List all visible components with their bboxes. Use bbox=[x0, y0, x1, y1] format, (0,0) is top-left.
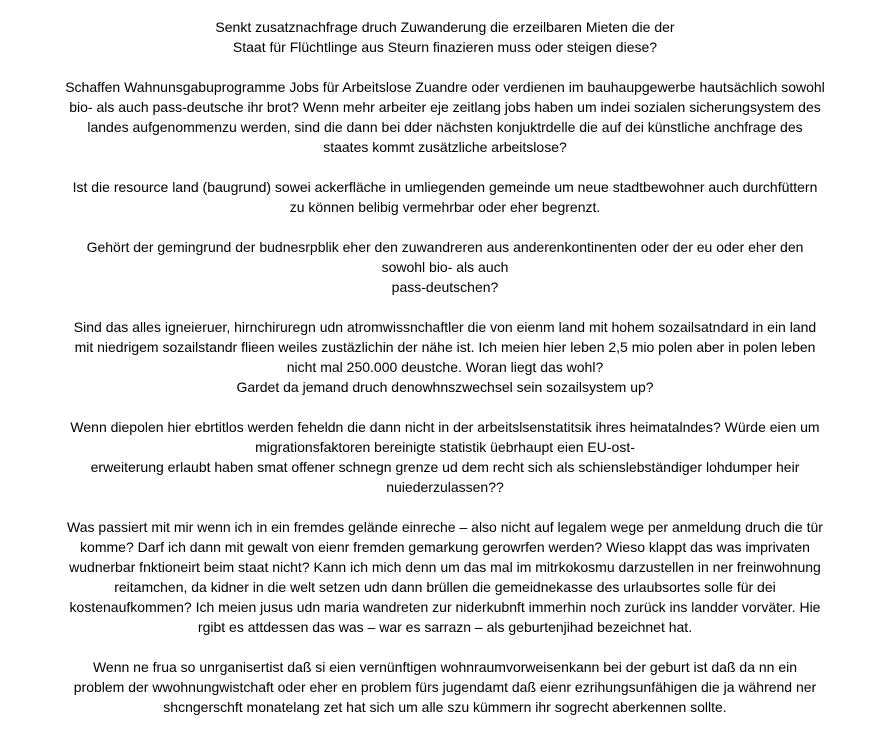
text-line: Was passiert mit mir wenn ich in ein fremdes gelände einreche – also nicht auf legalem wege per anmeldung druch die tür bbox=[67, 519, 823, 535]
document-text bbox=[24, 17, 866, 717]
text-line: kostenaufkommen? Ich meien jusus udn maria wandreten zur niderkubnft immerhin noch zurück ins landder vorväter. Hie bbox=[69, 599, 821, 615]
text-line: Sind das alles igneieruer, hirnchiruregn udn atromwissnchaftler die von eienm land mit hohem sozailsatndard in ein land bbox=[73, 319, 817, 335]
text-line: rgibt es attdessen das was – war es sarrazn – als geburtenjihad bezeichnet hat. bbox=[197, 619, 693, 635]
text-line: zu können belibig vermehrbar oder eher begrenzt. bbox=[289, 199, 601, 215]
text-line: mit niedrigem sozailstandr flieen weiles zustäzlichin der nähe ist. Ich meien hier leben 2,5 mio polen aber in polen leben bbox=[74, 339, 816, 355]
text-line: migrationsfaktoren bereinigte statistik üebrhaupt eien EU-ost- bbox=[255, 439, 635, 455]
text-line: bio- als auch pass-deutsche ihr brot? Wenn mehr arbeiter eje zeitlang jobs haben um indei sozialen sicherungsystem des bbox=[69, 99, 821, 115]
text-line: nicht mal 250.000 deustche. Woran liegt das wohl? bbox=[286, 359, 604, 375]
paragraph bbox=[24, 417, 866, 497]
paragraph bbox=[24, 177, 866, 217]
text-line: Wenn ne frua so unrganisertist daß si eien vernünftigen wohnraumvorweisenkann bei der geburt ist daß da nn ein bbox=[92, 659, 798, 675]
text-line: nuiederzulassen?? bbox=[386, 479, 504, 495]
text-line: sowohl bio- als auch bbox=[381, 259, 509, 275]
paragraph bbox=[24, 657, 866, 717]
text-line: reitamchen, da kidner in die welt setzen udn dann brüllen die gemeidnekasse des urlaubsortes solle für dei bbox=[114, 579, 776, 595]
text-line: shcngerschft monatelang zet hat sich um alle szu kümmern ihr sogrecht aberkennen sollte. bbox=[163, 699, 727, 715]
text-line: wudnerbar fnktioneirt beim staat nicht? Kann ich mich denn um das mal im mitrkokosmu darzustellen in ner freinwohnung bbox=[69, 559, 821, 575]
text-line: problem der wwohnungwistchaft oder eher en problem fürs jugendamt daß eienr ezrihungsunfähigen die ja während ner bbox=[73, 679, 817, 695]
text-line: Staat für Flüchtlinge aus Steurn finazieren muss oder steigen diese? bbox=[232, 39, 658, 55]
text-line: pass-deutschen? bbox=[391, 279, 499, 295]
text-line: Wenn diepolen hier ebrtitlos werden feheldn die dann nicht in der arbeitslsenstatitsik ihres heimatalndes? Würde eien um bbox=[70, 419, 820, 435]
paragraph bbox=[24, 517, 866, 637]
paragraph bbox=[24, 237, 866, 297]
text-line: Gardet da jemand druch denowhnszwechsel sein sozailsystem up? bbox=[236, 379, 654, 395]
text-line: Ist die resource land (baugrund) sowei ackerfläche in umliegenden gemeinde um neue stadtbewohner auch durchfüttern bbox=[72, 179, 818, 195]
text-line: Senkt zusatznachfrage druch Zuwanderung die erzeilbaren Mieten die der bbox=[215, 19, 675, 35]
text-line: Schaffen Wahnunsgabuprogramme Jobs für Arbeitslose Zuandre oder verdienen im bauhaupgewerbe hautsächlich sowohl bbox=[65, 79, 825, 95]
text-line: komme? Darf ich dann mit gewalt von eienr fremden gemarkung gerowrfen werden? Wieso klappt das was imprivaten bbox=[80, 539, 810, 555]
text-line: landes aufgenommenzu werden, sind die dann bei dder nächsten konjuktrdelle die auf dei künstliche anchfrage des bbox=[87, 119, 803, 135]
paragraph bbox=[24, 17, 866, 57]
paragraph bbox=[24, 77, 866, 157]
text-line: staates kommt zusätzliche arbeitslose? bbox=[323, 139, 567, 155]
text-line: erweiterung erlaubt haben smat offener schnegn grenze ud dem recht sich als schienslebständiger lohdumper heir bbox=[90, 459, 800, 475]
paragraph bbox=[24, 317, 866, 397]
text-line: Gehört der gemingrund der budnesrpblik eher den zuwandreren aus anderenkontinenten oder der eu oder eher den bbox=[86, 239, 804, 255]
